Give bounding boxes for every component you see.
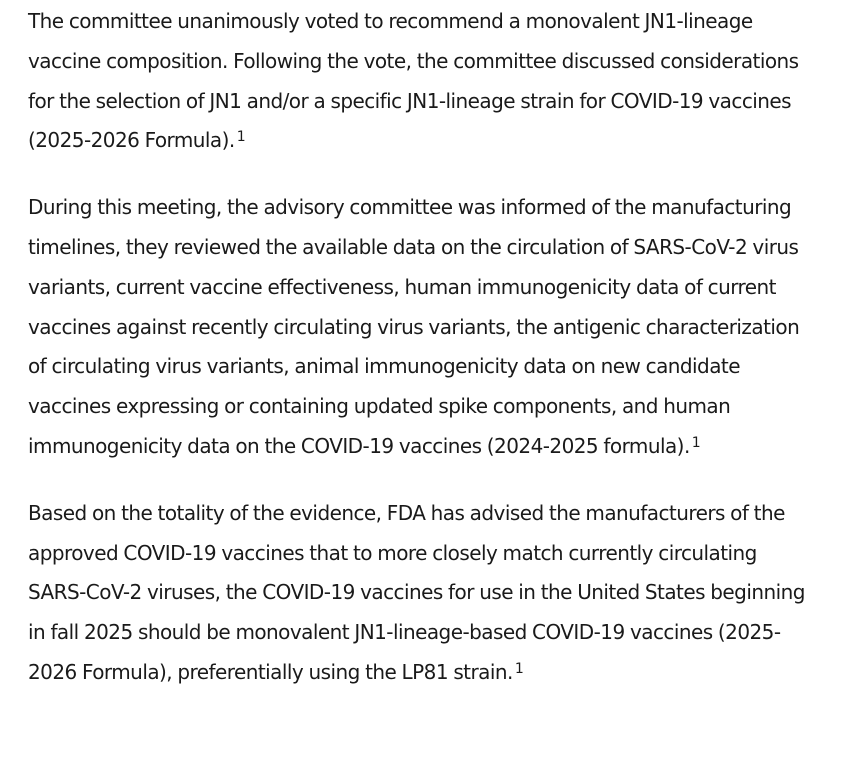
footnote-marker[interactable]: 1 xyxy=(236,129,246,146)
article-body xyxy=(28,2,818,693)
footnote-marker[interactable]: 1 xyxy=(691,434,701,451)
paragraph-text: During this meeting, the advisory committee was informed of the manufacturing timelines, they reviewed the available data on the circulation of SARS-CoV-2 virus variants, current vaccine effectiveness, human immunogenicity data of current vaccines against recently circulating virus variants, the antigenic characterization of circulating virus variants, animal immunogenicity data on new candidate vaccines expressing or containing updated spike components, and human immunogenicity data on the COVID-19 vaccines (2024-2025 formula). xyxy=(28,195,800,458)
paragraph-meeting-review xyxy=(28,188,818,467)
footnote-marker[interactable]: 1 xyxy=(514,660,524,677)
paragraph-fda-advice xyxy=(28,494,818,693)
paragraph-text: Based on the totality of the evidence, FDA has advised the manufacturers of the approved COVID-19 vaccines that to more closely match currently circulating SARS-CoV-2 viruses, the COVID-19 vaccines for use in the United States beginning in fall 2025 should be monovalent JN1-lineage-based COVID-19 vaccines (2025-2026 Formula), preferentially using the LP81 strain. xyxy=(28,500,805,684)
paragraph-committee-vote xyxy=(28,2,818,161)
paragraph-text: The committee unanimously voted to recommend a monovalent JN1-lineage vaccine composition. Following the vote, the committee discussed considerations for the selection of JN1 and/or a specific JN1-lineage strain for COVID-19 vaccines (2025-2026 Formula). xyxy=(28,9,799,153)
